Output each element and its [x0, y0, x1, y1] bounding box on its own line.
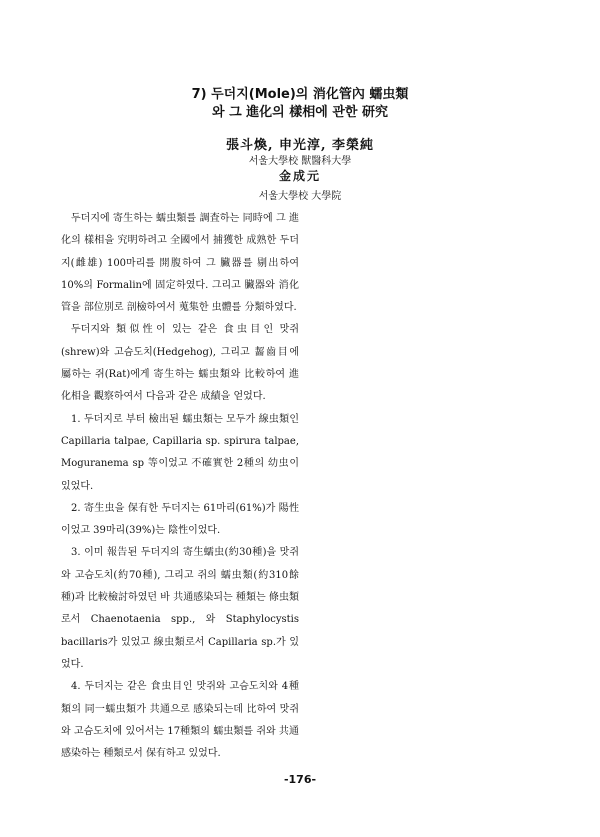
abstract-body — [61, 208, 299, 765]
author-names: 張斗煥, 申光淳, 李榮純 — [225, 138, 375, 153]
author-affiliation-2: 서울大學校 大學院 — [258, 191, 342, 202]
paragraph-intro: 두더지에 寄生하는 蠕虫類를 調査하는 同時에 그 進化의 樣相을 究明하려고 全國에서 捕獲한 成熟한 두더지(雌雄) 100마리를 開腹하여 그 臟器를 剔出하여 10%의 Formalin에 固定하였다. 그리고 臟器와 消化管을 部位別로 剖檢하여서 蒐集한 虫體를 分類하였다. — [61, 213, 299, 314]
title-line-2: 와 그 進化의 樣相에 관한 研究 — [212, 105, 388, 120]
author-name-2: 金成元 — [278, 169, 321, 183]
result-item-2: 2. 寄生虫을 保有한 두더지는 61마리(61%)가 陽性이었고 39마리(39%)는 陰性이었다. — [61, 502, 299, 537]
title-line-1: 7) 두더지(Mole)의 消化管內 蠕虫類 — [191, 87, 409, 102]
result-item-4: 4. 두더지는 같은 食虫目인 맛쥐와 고슴도치와 4種類의 同一蠕虫類가 共通으로 感染되는데 比하여 맛쥐와 고슴도치에 있어서는 17種類의 蠕虫類를 쥐와 共通感染하는 種類로서 保有하고 있었다. — [61, 681, 299, 760]
author-affiliation-1: 서울大學校 獸醫科大學 — [248, 156, 352, 167]
page-number: -176- — [283, 773, 317, 786]
paragraph-comparison: 두더지와 類似性이 있는 같은 食虫目인 맛쥐(shrew)와 고슴도치(Hedgehog), 그리고 齧齒目에 屬하는 쥐(Rat)에게 寄生하는 蠕虫類와 比較하여 進化相을 觀察하여서 다음과 같은 成績을 얻었다. — [61, 324, 299, 403]
result-item-1: 1. 두더지로 부터 檢出된 蠕虫類는 모두가 線虫類인 Capillaria talpae, Capillaria sp. spirura talpae, Moguranema sp 等이었고 不確實한 2種의 幼虫이 있었다. — [61, 413, 299, 492]
result-item-3: 3. 이미 報告된 두더지의 寄生蠕虫(約30種)을 맛쥐와 고슴도치(約70種), 그리고 쥐의 蠕虫類(約310餘種)과 比較檢討하였던 바 共通感染되는 種類는 條虫類로서 Chaenotaenia spp., 와 Staphylocystis bacillaris가 있었고 線虫類로서 Capillaria sp.가 있었다. — [61, 547, 299, 670]
